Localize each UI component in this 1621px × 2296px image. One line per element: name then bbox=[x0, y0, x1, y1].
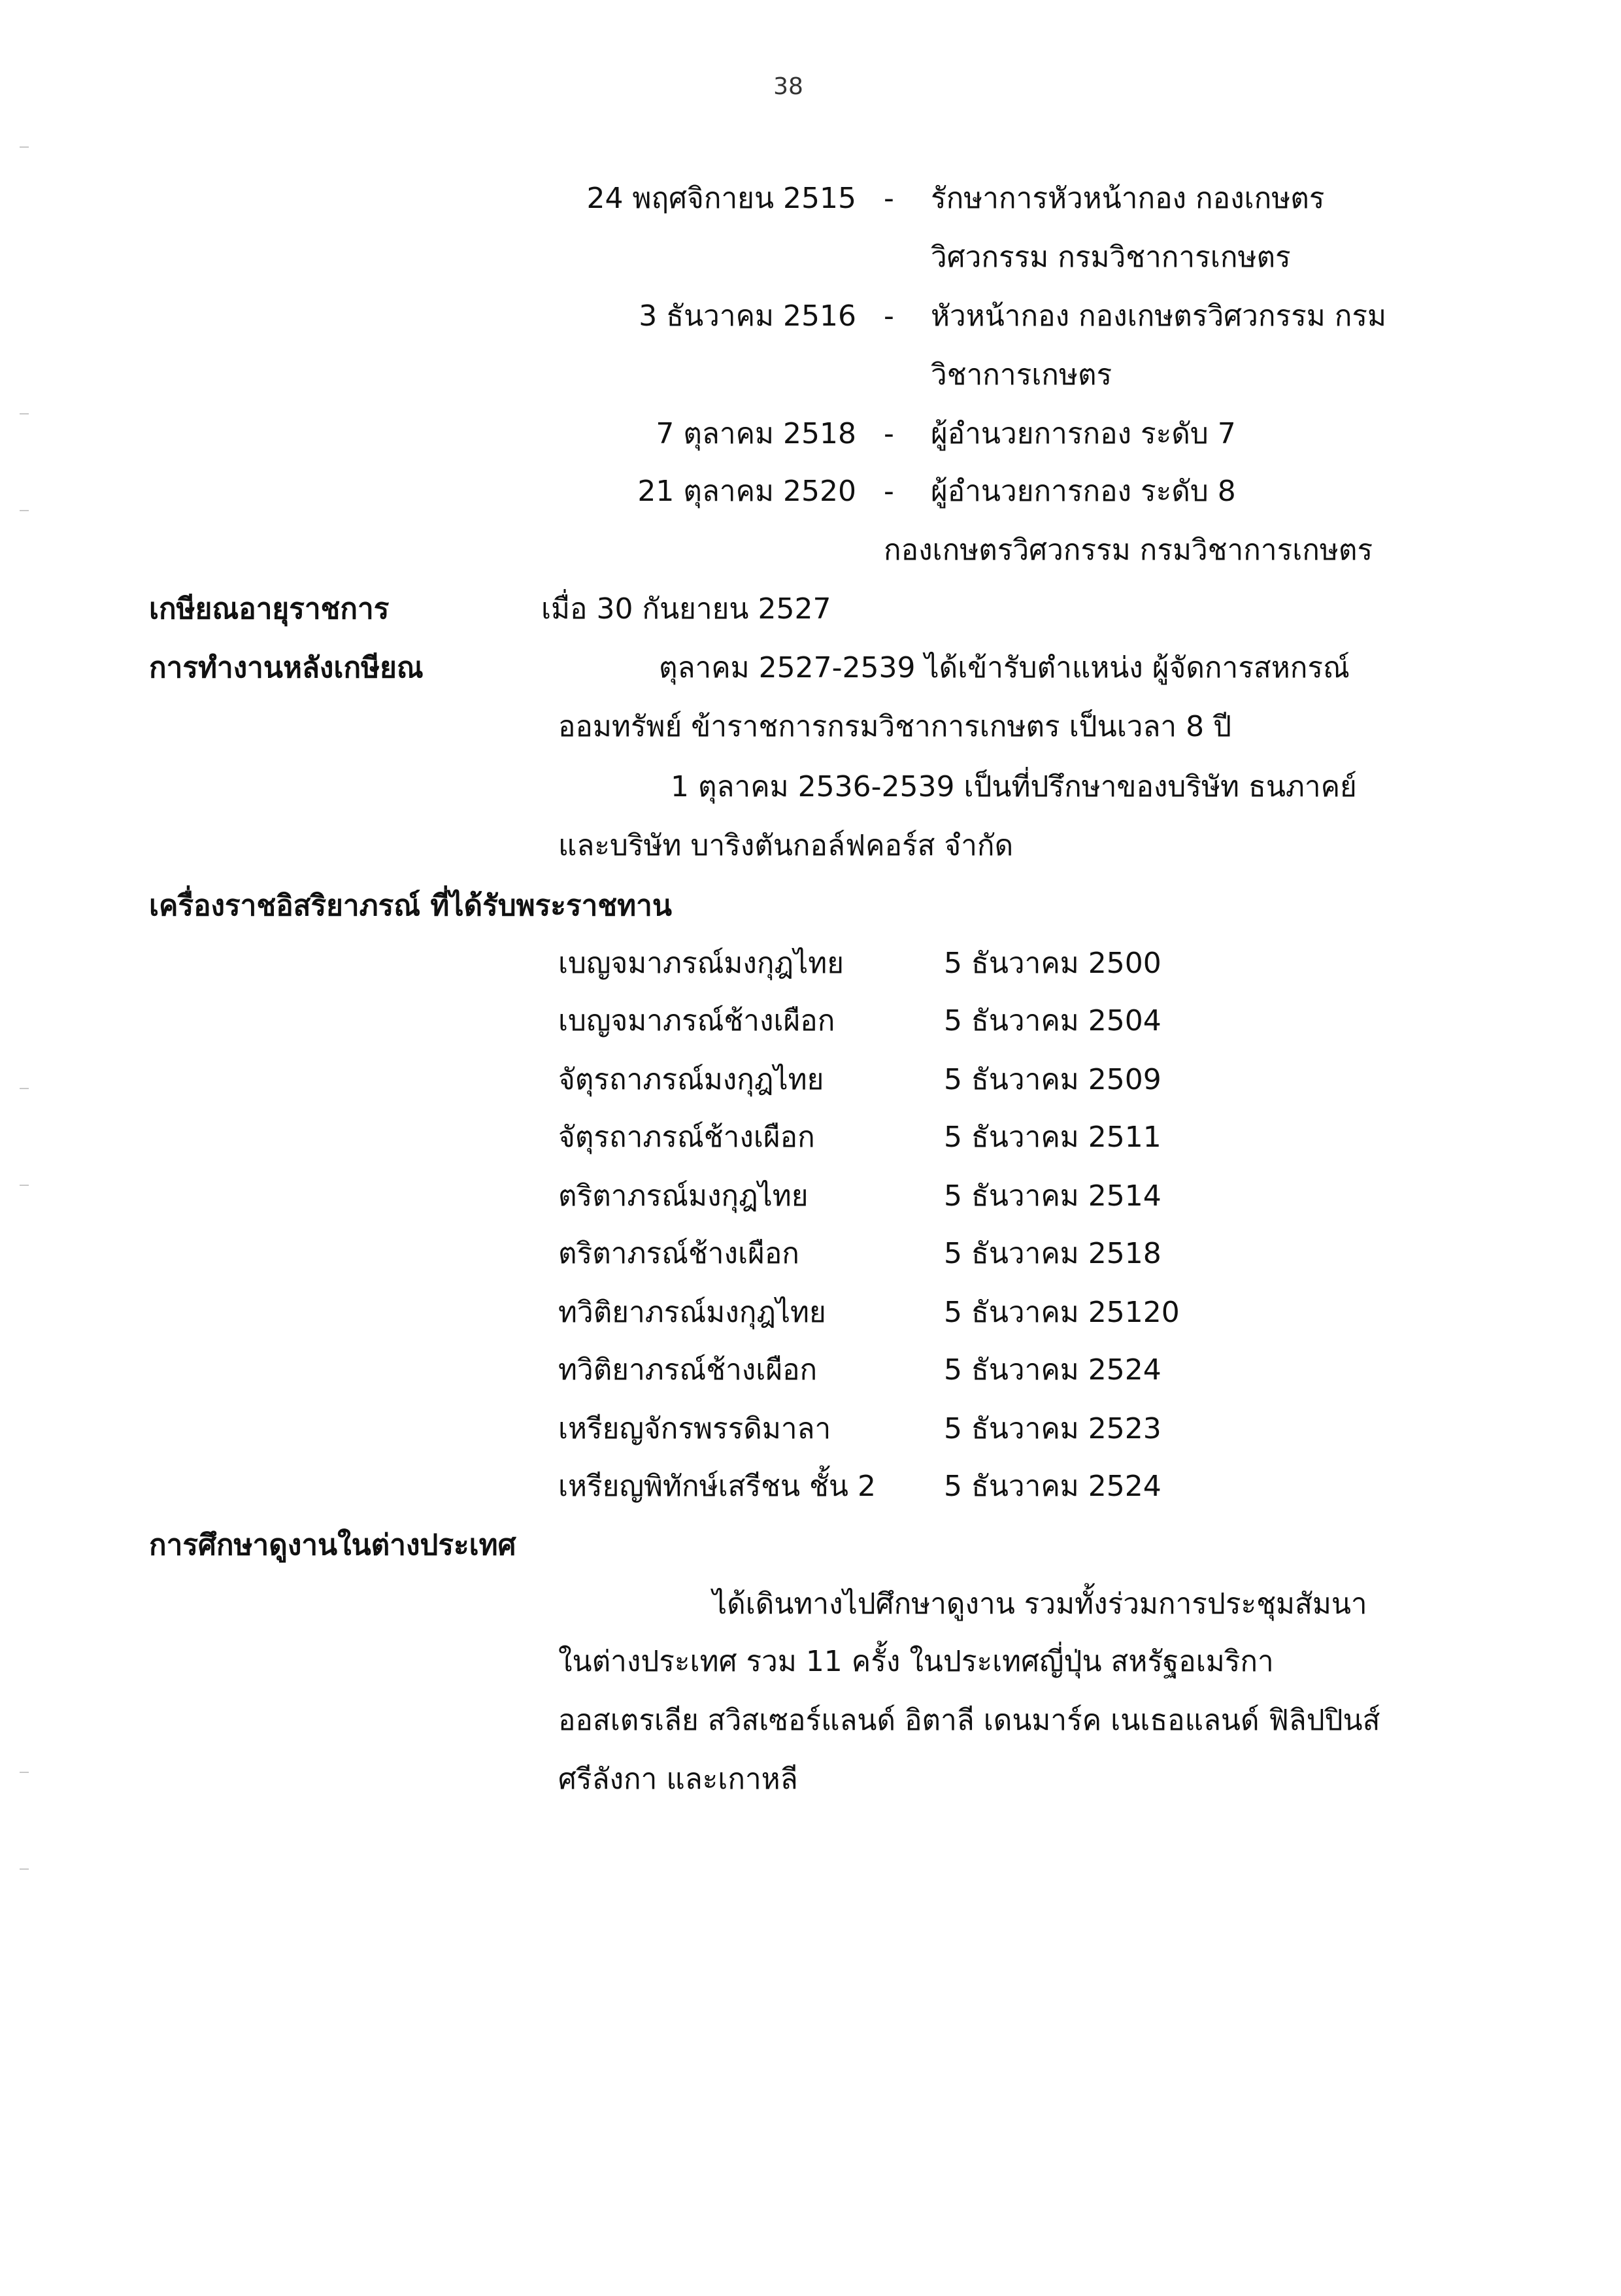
scan-mark bbox=[20, 146, 29, 148]
scan-mark bbox=[20, 413, 29, 414]
post-retirement-text: ตุลาคม 2527-2539 ได้เข้ารับตำแหน่ง ผู้จัดการสหกรณ์ bbox=[659, 651, 1350, 684]
career-date: 7 ตุลาคม 2518 bbox=[656, 417, 856, 450]
career-separator: - bbox=[884, 475, 894, 508]
career-date: 3 ธันวาคม 2516 bbox=[639, 299, 856, 333]
scan-mark bbox=[20, 1868, 29, 1870]
decoration-name: ตริตาภรณ์ช้างเผือก bbox=[558, 1237, 799, 1270]
study-abroad-text: ได้เดินทางไปศึกษาดูงาน รวมทั้งร่วมการประชุมสัมนา bbox=[712, 1587, 1367, 1621]
career-date: 24 พฤศจิกายน 2515 bbox=[586, 182, 856, 215]
post-retirement-heading: การทำงานหลังเกษียณ bbox=[149, 651, 424, 684]
decoration-date: 5 ธันวาคม 2514 bbox=[944, 1179, 1161, 1213]
study-abroad-text: ในต่างประเทศ รวม 11 ครั้ง ในประเทศญี่ปุ่น สหรัฐอเมริกา bbox=[558, 1645, 1274, 1678]
study-abroad-text: ศรีลังกา และเกาหลี bbox=[558, 1763, 798, 1796]
decoration-date: 5 ธันวาคม 2523 bbox=[944, 1412, 1161, 1445]
decoration-date: 5 ธันวาคม 2509 bbox=[944, 1063, 1161, 1096]
decoration-date: 5 ธันวาคม 2524 bbox=[944, 1470, 1161, 1503]
page-number: 38 bbox=[773, 73, 803, 100]
post-retirement-text: ออมทรัพย์ ข้าราชการกรมวิชาการเกษตร เป็นเวลา 8 ปี bbox=[558, 710, 1232, 743]
study-abroad-text: ออสเตรเลีย สวิสเซอร์แลนด์ อิตาลี เดนมาร์ค เนเธอแลนด์ ฟิลิปปินส์ bbox=[558, 1704, 1380, 1737]
retirement-date: เมื่อ 30 กันยายน 2527 bbox=[541, 592, 831, 626]
decoration-date: 5 ธันวาคม 2518 bbox=[944, 1237, 1161, 1270]
scan-mark bbox=[20, 1772, 29, 1773]
career-text: ผู้อำนวยการกอง ระดับ 7 bbox=[931, 417, 1236, 450]
scan-mark bbox=[20, 510, 29, 511]
decoration-name: เหรียญพิทักษ์เสรีชน ชั้น 2 bbox=[558, 1470, 876, 1503]
decoration-date: 5 ธันวาคม 2511 bbox=[944, 1121, 1161, 1154]
career-separator: - bbox=[884, 417, 894, 450]
decoration-name: ทวิติยาภรณ์มงกุฎไทย bbox=[558, 1296, 826, 1329]
career-text: รักษาการหัวหน้ากอง กองเกษตร bbox=[931, 182, 1325, 215]
post-retirement-text: และบริษัท บาริงตันกอล์ฟคอร์ส จำกัด bbox=[558, 829, 1014, 862]
study-abroad-heading: การศึกษาดูงานในต่างประเทศ bbox=[149, 1528, 516, 1562]
career-text: วิศวกรรม กรมวิชาการเกษตร bbox=[931, 241, 1291, 274]
scan-mark bbox=[20, 1088, 29, 1089]
career-text: หัวหน้ากอง กองเกษตรวิศวกรรม กรม bbox=[931, 299, 1386, 333]
scan-mark bbox=[20, 1185, 29, 1186]
career-date: 21 ตุลาคม 2520 bbox=[637, 475, 856, 508]
decoration-name: จัตุรถาภรณ์ช้างเผือก bbox=[558, 1121, 815, 1154]
decoration-name: เบญจมาภรณ์มงกุฎไทย bbox=[558, 947, 844, 980]
decorations-heading: เครื่องราชอิสริยาภรณ์ ที่ได้รับพระราชทาน bbox=[149, 889, 672, 922]
decoration-date: 5 ธันวาคม 2500 bbox=[944, 947, 1161, 980]
career-text: วิชาการเกษตร bbox=[931, 358, 1112, 392]
post-retirement-text: 1 ตุลาคม 2536-2539 เป็นที่ปรึกษาของบริษัท ธนภาคย์ bbox=[671, 770, 1357, 803]
career-separator: - bbox=[884, 182, 894, 215]
decoration-name: จัตุรถาภรณ์มงกุฎไทย bbox=[558, 1063, 824, 1096]
decoration-name: เบญจมาภรณ์ช้างเผือก bbox=[558, 1004, 835, 1038]
career-text: ผู้อำนวยการกอง ระดับ 8 bbox=[931, 475, 1236, 508]
career-continuation: กองเกษตรวิศวกรรม กรมวิชาการเกษตร bbox=[884, 533, 1373, 567]
retirement-heading: เกษียณอายุราชการ bbox=[149, 592, 390, 626]
decoration-name: ทวิติยาภรณ์ช้างเผือก bbox=[558, 1353, 818, 1387]
decoration-date: 5 ธันวาคม 2524 bbox=[944, 1353, 1161, 1387]
decoration-name: เหรียญจักรพรรดิมาลา bbox=[558, 1412, 831, 1445]
decoration-name: ตริตาภรณ์มงกุฎไทย bbox=[558, 1179, 809, 1213]
career-separator: - bbox=[884, 299, 894, 333]
decoration-date: 5 ธันวาคม 2504 bbox=[944, 1004, 1161, 1038]
decoration-date: 5 ธันวาคม 25120 bbox=[944, 1296, 1180, 1329]
